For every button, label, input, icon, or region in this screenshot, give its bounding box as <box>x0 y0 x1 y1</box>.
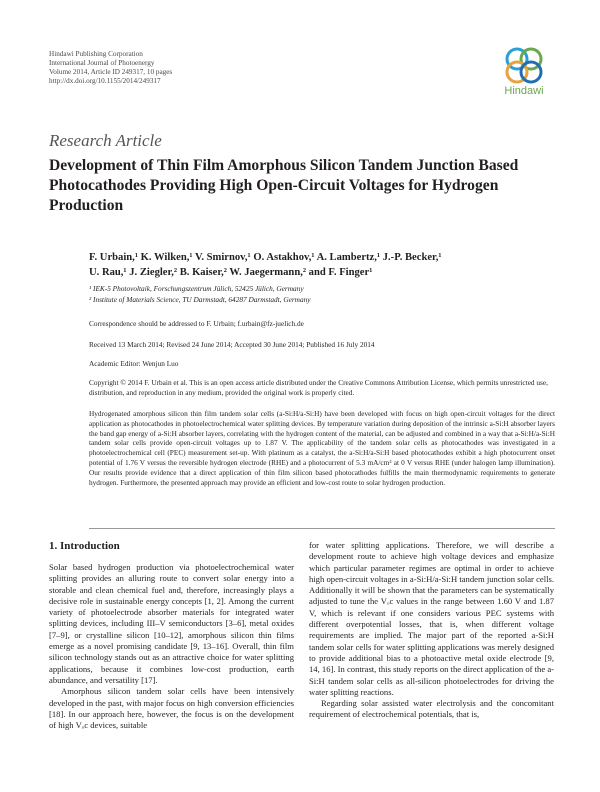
left-column <box>49 540 294 731</box>
author-line-1: F. Urbain,¹ K. Wilken,¹ V. Smirnov,¹ O. Astakhov,¹ A. Lambertz,¹ J.-P. Becker,¹ <box>89 252 442 263</box>
copyright-notice: Copyright © 2014 F. Urbain et al. This is an open access article distributed under the Creative Commons Attribution License, which permits unrestricted use, distribution, and reproduction in any medium, provided the original work is properly cited. <box>89 378 548 397</box>
section-heading: 1. Introduction <box>49 540 120 552</box>
paper-title: Development of Thin Film Amorphous Silicon Tandem Junction Based Photocathodes Providing High Open-Circuit Voltages for Hydrogen Production <box>49 157 519 214</box>
divider <box>89 528 555 529</box>
publisher-line: Hindawi Publishing Corporation <box>49 50 143 58</box>
academic-editor: Academic Editor: Wenjun Luo <box>89 359 179 368</box>
author-line-2: U. Rau,¹ J. Ziegler,² B. Kaiser,² W. Jaegermann,² and F. Finger¹ <box>89 267 373 278</box>
hindawi-logo-text: Hindawi <box>504 85 544 97</box>
correspondence: Correspondence should be addressed to F. Urbain; f.urbain@fz-juelich.de <box>89 319 304 328</box>
affiliation-2: ² Institute of Materials Science, TU Darmstadt, 64287 Darmstadt, Germany <box>89 294 311 304</box>
affiliation-1: ¹ IEK-5 Photovoltaik, Forschungszentrum Jülich, 52425 Jülich, Germany <box>89 284 304 293</box>
intro-paragraph-4: Regarding solar assisted water electrolysis and the concomitant requirement of electrochemical potentials, that is, <box>309 698 554 720</box>
right-column <box>309 540 554 721</box>
hindawi-logo-icon <box>501 46 547 84</box>
author-list <box>89 250 529 280</box>
doi-link[interactable]: http://dx.doi.org/10.1155/2014/249317 <box>49 76 161 85</box>
hindawi-logo <box>493 46 555 97</box>
intro-paragraph-2: Amorphous silicon tandem solar cells have been intensively developed in the past, with major focus on high conversion efficiencies [18]. In our approach here, however, the focus is on the development of high Vₒc devices, suitable <box>49 686 294 731</box>
affiliations <box>89 284 310 305</box>
intro-paragraph-1: Solar based hydrogen production via photoelectrochemical water splitting provides an alluring route to convert solar energy into a storable and clean chemical fuel and, therefore, increasingly plays a decisive role in sustainable energy concepts [1, 2]. Among the current variety of photoelectrode absorber materials for integrated water splitting devices, including III–V semiconductors [3–6], metal oxides [7–9], or crystalline silicon [10–12], amorphous silicon thin films emerge as a novel promising candidate [9, 13–16]. Overall, thin film silicon technology stands out as an attractive choice for water splitting applications, because it combines low-cost production, earth abundance, and versatility [17]. <box>49 562 294 685</box>
publication-dates: Received 13 March 2014; Revised 24 June 2014; Accepted 30 June 2014; Published 16 July 2014 <box>89 340 375 349</box>
journal-info <box>49 50 172 86</box>
abstract: Hydrogenated amorphous silicon thin film tandem solar cells (a-Si:H/a-Si:H) have been developed with focus on high open-circuit voltages for the direct application as photocathodes in photoelectrochemical water splitting devices. By temperature variation during deposition of the intrinsic a-Si:H absorber layers the band gap energy of a-Si:H absorber layers, correlating with the hydrogen content of the material, can be adjusted and combined in a way that a-Si:H/a-Si:H tandem solar cells provide open-circuit voltages up to 1.87 V. The applicability of the tandem solar cells as photocathodes was investigated in a photoelectrochemical cell (PEC) measurement set-up. With platinum as a catalyst, the a-Si:H/a-Si:H based photocathodes exhibit a high photocurrent onset potential of 1.76 V versus the reversible hydrogen electrode (RHE) and a photocurrent of 5.3 mA/cm² at 0 V versus RHE (under halogen lamp illumination). Our results provide evidence that a direct application of thin film silicon based photocathodes fulfills the main thermodynamic requirements to generate hydrogen. Furthermore, the presented approach may provide an efficient and low-cost route to solar hydrogen production. <box>89 409 555 487</box>
volume-line: Volume 2014, Article ID 249317, 10 pages <box>49 67 173 76</box>
intro-paragraph-3: for water splitting applications. Therefore, we will describe a development route to achieve high voltage devices and emphasize which particular parameter regimes are optimal in order to achieve high open-circuit voltages in a-Si:H/a-Si:H tandem junction solar cells. Additionally it will be shown that the parameters can be systematically adjusted to tune the Vₒc values in the range between 1.60 V and 1.87 V, which is relevant if one considers various PEC systems with different overpotential losses, that is, when different voltage requirements are implied. The major part of the reported a-Si:H tandem solar cells for water splitting applications was merely designed to provide additional bias to a photoactive metal oxide electrode [9, 14, 16]. In contrast, this study reports on the direct application of the a-Si:H tandem solar cells as all-silicon photoelectrodes for driving the water splitting reactions. <box>309 540 554 697</box>
article-type: Research Article <box>49 131 162 150</box>
journal-name: International Journal of Photoenergy <box>49 58 155 67</box>
